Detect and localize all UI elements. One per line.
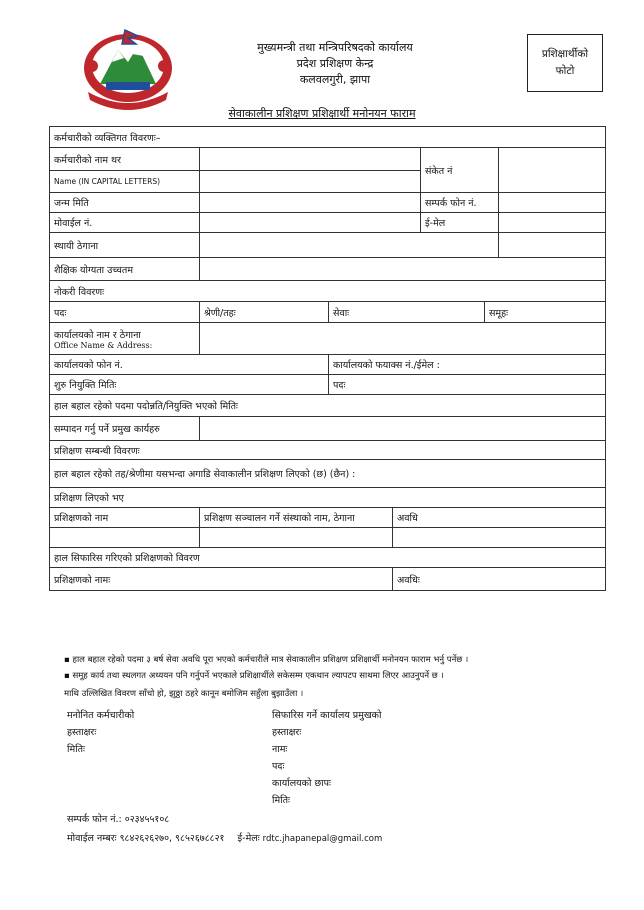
office-fax-label: कार्यालयको फयाक्स नं./ईमेल : xyxy=(329,355,606,375)
nominee-date: मितिः xyxy=(67,744,85,755)
head-date: मितिः xyxy=(272,795,290,806)
qualification-field[interactable] xyxy=(200,258,606,281)
note-item: ▪ समूह कार्य तथा स्थलगत अध्ययन पनि गर्नुपर्ने भएकाले प्रशिक्षार्थीले सकेसम्म एकथान ल्यापटप साथमा लिएर आउनुपर्ने छ । xyxy=(64,671,444,681)
head-signature-block xyxy=(272,707,381,809)
office-field[interactable] xyxy=(200,323,606,355)
nomination-form-table xyxy=(49,126,606,591)
notes-section xyxy=(64,652,468,702)
dob-field[interactable] xyxy=(200,193,421,213)
name-caps-field[interactable] xyxy=(200,171,421,193)
nominee-signature: हस्ताक्षरः xyxy=(67,727,97,738)
head-name: नामः xyxy=(272,744,288,755)
nominee-signature-block xyxy=(67,707,134,758)
appoint-date-label: शुरु नियुक्ति मितिः xyxy=(50,375,329,395)
office-en-label: Office Name & Address: xyxy=(54,340,153,350)
name-field[interactable] xyxy=(200,148,421,171)
appoint-post-label: पदः xyxy=(329,375,606,395)
contact-email-label: ई-मेलः xyxy=(237,833,260,844)
centre-name: प्रदेश प्रशिक्षण केन्द्र xyxy=(296,57,374,70)
name-label: कर्मचारीको नाम थर xyxy=(50,148,200,171)
training-heading: प्रशिक्षण सम्बन्धी विवरणः xyxy=(50,441,606,460)
code-label: संकेत नं xyxy=(421,148,499,193)
head-heading: सिफारिस गर्ने कार्यालय प्रमुखको xyxy=(272,710,382,721)
mobile-label: मोवाईल नं. xyxy=(50,213,200,233)
rec-training-name-label: प्रशिक्षणको नामः xyxy=(50,568,393,591)
rec-duration-label: अवधिः xyxy=(393,568,606,591)
head-stamp: कार्यालयको छापः xyxy=(272,778,331,789)
personal-heading: कर्मचारीको व्यक्तिगत विवरणः– xyxy=(50,127,606,148)
photo-label-2: फोटो xyxy=(555,65,575,77)
nepal-emblem-logo xyxy=(78,22,178,110)
code-field[interactable] xyxy=(499,148,606,193)
duration-header: अवधि xyxy=(393,508,606,528)
email-field[interactable] xyxy=(499,213,606,233)
phone-label: सम्पर्क फोन नं. xyxy=(421,193,499,213)
note-1: हाल बहाल रहेको पदमा ३ बर्ष सेवा अवधि पूरा भएको कर्मचारीले मात्र सेवाकालीन प्रशिक्षण प्रशिक्षार्थी मनोनयन फाराम भर्नु पर्नेछ । xyxy=(72,655,469,665)
group-label: समूहः xyxy=(485,302,606,323)
job-heading: नोकरी विवरणः xyxy=(50,281,606,302)
photo-label: प्रशिक्षार्थीको xyxy=(541,48,589,60)
office-label: कार्यालयको नाम र ठेगाना xyxy=(54,329,141,341)
class-label: श्रेणी/तहः xyxy=(200,302,329,323)
contact-mobile: मोवाईल नम्बरः ९८४२६२६२७०, ९८५२६७८८२१ xyxy=(67,833,225,844)
institution-field[interactable] xyxy=(200,528,393,548)
contact-mobile-line xyxy=(67,831,382,844)
phone-field[interactable] xyxy=(499,193,606,213)
head-post: पदः xyxy=(272,761,285,772)
address-label: स्थायी ठेगाना xyxy=(50,233,200,258)
declaration: माथि उल्लिखित विवरण साँचो हो, झुठ्ठा ठहरे कानून बमोजिम सहुँला बुझाउँला । xyxy=(64,689,304,699)
duties-label: सम्पादन गर्नु पर्ने प्रमुख कार्यहरु xyxy=(50,417,200,441)
institution-header: प्रशिक्षण सञ्चालन गर्ने संस्थाको नाम, ठेगाना xyxy=(200,508,393,528)
dob-label: जन्म मिति xyxy=(50,193,200,213)
recommended-heading: हाल सिफारिस गरिएको प्रशिक्षणको विवरण xyxy=(50,548,606,568)
training-name-field[interactable] xyxy=(50,528,200,548)
office-name: मुख्यमन्त्री तथा मन्त्रिपरिषदको कार्यालय xyxy=(257,41,413,54)
contact-email-link[interactable]: rdtc.jhapanepal@gmail.com xyxy=(262,834,383,844)
address-field[interactable] xyxy=(200,233,499,258)
form-title: सेवाकालीन प्रशिक्षण प्रशिक्षार्थी मनोनयन फाराम xyxy=(228,107,416,120)
prior-training-question: हाल बहाल रहेको तह/श्रेणीमा यसभन्दा अगाडि सेवाकालीन प्रशिक्षण लिएको (छ) (छैन) : xyxy=(50,460,606,488)
post-label: पदः xyxy=(50,302,200,323)
duration-field[interactable] xyxy=(393,528,606,548)
qualification-label: शैक्षिक योग्यता उच्चतम xyxy=(50,258,200,281)
office-location: कलवलगुरी, झापा xyxy=(299,73,371,86)
note-2: समूह कार्य तथा स्थलगत अध्ययन पनि गर्नुपर्ने भएकाले प्रशिक्षार्थीले सकेसम्म एकथान ल्यापटप साथमा लिएर आउनुपर्ने छ । xyxy=(72,671,444,681)
photo-box xyxy=(527,34,603,92)
nominee-heading: मनोनित कर्मचारीको xyxy=(67,710,135,721)
training-name-header: प्रशिक्षणको नाम xyxy=(50,508,200,528)
office-label-cell xyxy=(50,323,200,355)
contact-phone: सम्पर्क फोन नं.: ०२३४५५१०८ xyxy=(67,814,170,825)
office-phone-label: कार्यालयको फोन नं. xyxy=(50,355,329,375)
promotion-label: हाल बहाल रहेको पदमा पदोन्नति/नियुक्ति भएको मितिः xyxy=(50,395,606,417)
mobile-field[interactable] xyxy=(200,213,421,233)
note-item: ▪ हाल बहाल रहेको पदमा ३ बर्ष सेवा अवधि पूरा भएको कर्मचारीले मात्र सेवाकालीन प्रशिक्षण प्रशिक्षार्थी मनोनयन फाराम भर्नु पर्नेछ । xyxy=(64,655,469,665)
taken-heading: प्रशिक्षण लिएको भए xyxy=(50,488,606,508)
address-field-extra[interactable] xyxy=(499,233,606,258)
head-signature: हस्ताक्षरः xyxy=(272,727,302,738)
email-label: ई-मेल xyxy=(421,213,499,233)
name-caps-label: Name (IN CAPITAL LETTERS) xyxy=(50,171,200,193)
service-label: सेवाः xyxy=(329,302,485,323)
duties-field[interactable] xyxy=(200,417,606,441)
